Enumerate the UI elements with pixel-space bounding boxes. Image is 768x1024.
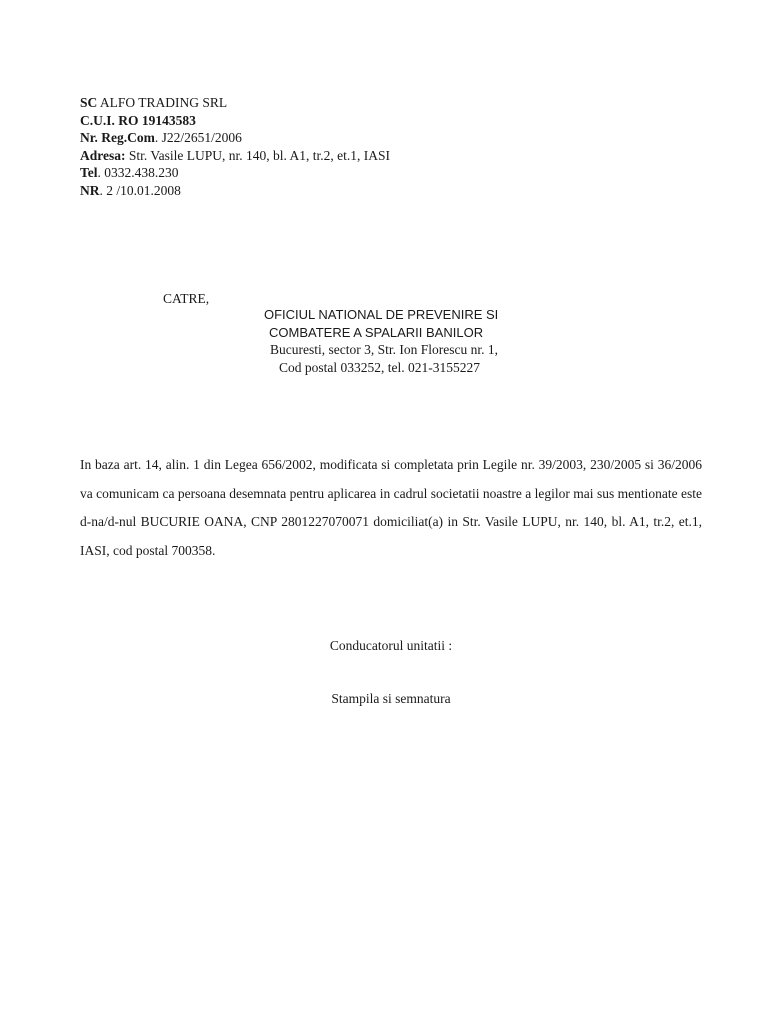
company-cui: C.U.I. RO 19143583: [80, 112, 196, 128]
recipient-postal-phone: Cod postal 033252, tel. 021-3155227: [279, 359, 480, 375]
document-number: NR. 2 /10.01.2008: [80, 182, 181, 198]
company-phone: Tel. 0332.438.230: [80, 165, 179, 180]
recipient-address: Bucuresti, sector 3, Str. Ion Florescu nr. 1,: [270, 342, 498, 357]
recipient-line-2: COMBATERE A SPALARII BANILOR: [269, 324, 484, 340]
stamp-signature-label: Stampila si semnatura: [331, 691, 451, 706]
company-name: SC ALFO TRADING SRL: [80, 95, 228, 110]
recipient-block: [264, 306, 498, 376]
recipient-line-1: OFICIUL NATIONAL DE PREVENIRE SI: [264, 307, 499, 322]
letter-body: In baza art. 14, alin. 1 din Legea 656/2002, modificata si completata prin Legile nr. 39/2003, 230/2005 si 36/2006 va comunicam ca persoana desemnata pentru aplicarea in cadrul societatii noastre a legilor mai sus mentionate este d-na/d-nul BUCURIE OANA, CNP 2801227070071 domiciliat(a) in Str. Vasile LUPU, nr. 140, bl. A1, tr.2, et.1, IASI, cod postal 700358.: [80, 457, 702, 558]
sender-header: [80, 94, 390, 199]
recipient-salutation: CATRE,: [163, 291, 210, 306]
leader-label: Conducatorul unitatii :: [329, 638, 453, 653]
company-reg-com: Nr. Reg.Com. J22/2651/2006: [80, 130, 242, 145]
company-address: Adresa: Str. Vasile LUPU, nr. 140, bl. A1, tr.2, et.1, IASI: [80, 147, 391, 163]
